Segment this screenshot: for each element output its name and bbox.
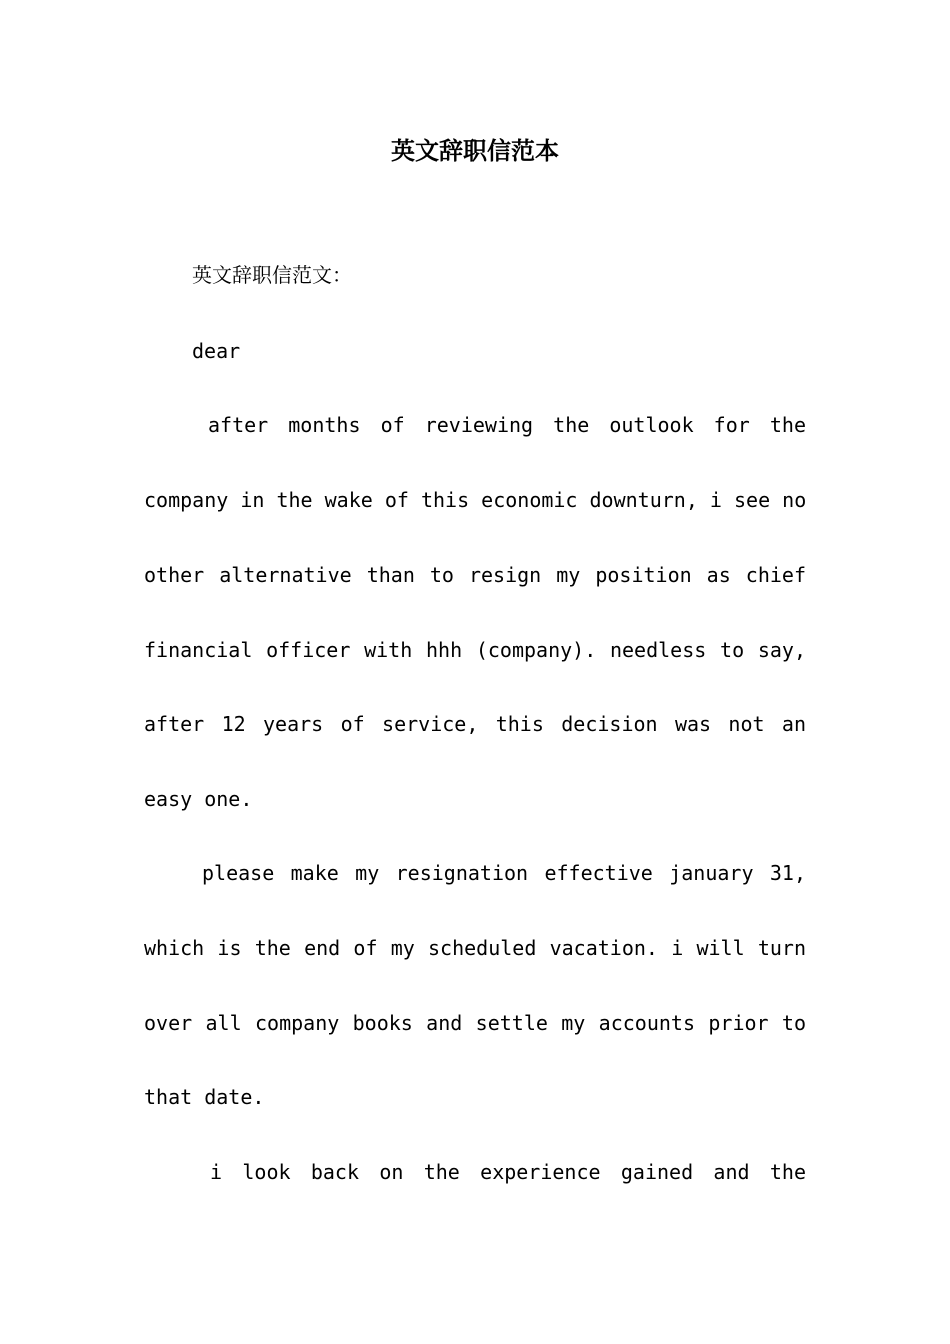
- paragraph-line: over all company books and settle my accounts prior to: [144, 1011, 806, 1035]
- paragraph-line: which is the end of my scheduled vacation. i will turn: [144, 936, 806, 960]
- paragraph-line: that date.: [144, 1085, 265, 1109]
- paragraph-line: after 12 years of service, this decision was not an: [144, 712, 806, 736]
- paragraph-line: after months of reviewing the outlook for the: [208, 413, 806, 437]
- paragraph-line: company in the wake of this economic downturn, i see no: [144, 488, 807, 512]
- document-title: 英文辞职信范本: [391, 136, 559, 165]
- paragraph-line: other alternative than to resign my position as chief: [144, 563, 806, 587]
- salutation: dear: [192, 339, 241, 363]
- paragraph-line: please make my resignation effective january 31,: [202, 861, 806, 885]
- paragraph-line: financial officer with hhh (company). needless to say,: [144, 638, 806, 662]
- paragraph-line: easy one.: [144, 787, 253, 811]
- document-heading: 英文辞职信范文：: [192, 263, 352, 287]
- paragraph-line: i look back on the experience gained and the: [210, 1160, 806, 1184]
